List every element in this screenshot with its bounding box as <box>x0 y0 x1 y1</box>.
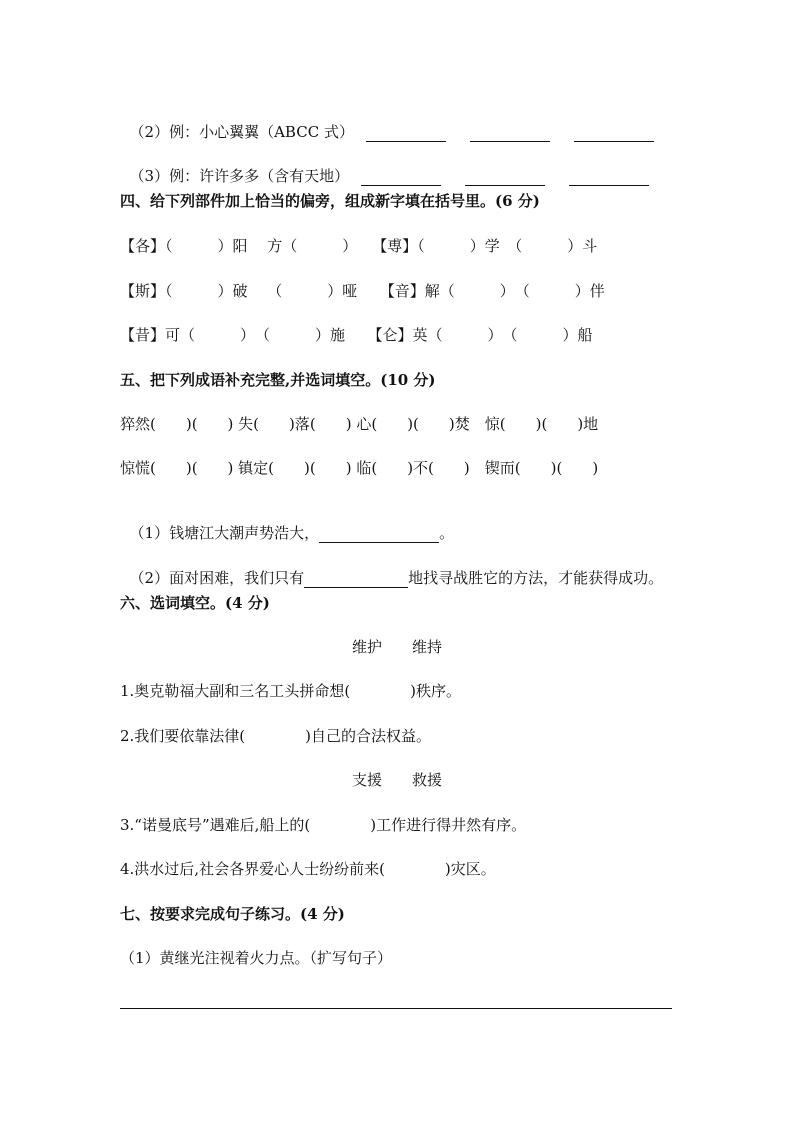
s5-heading: 五、把下列成语补充完整,并选词填空。(10 分) <box>120 371 436 389</box>
s5-q2-row <box>120 548 664 587</box>
s3-q3-blank-3[interactable] <box>569 170 649 186</box>
s3-q2-blank-3[interactable] <box>574 126 654 142</box>
s3-q3-row <box>120 146 649 185</box>
s7-q1-answer-line[interactable] <box>120 1008 672 1009</box>
s3-q2-label: （2）例：小心翼翼（ABCC 式） <box>129 123 354 141</box>
s6-q4[interactable]: 4.洪水过后,社会各界爱心人士纷纷前来( )灾区。 <box>120 860 496 878</box>
s5-q2-after: 地找寻战胜它的方法，才能获得成功。 <box>408 569 664 587</box>
s5-q1-row <box>120 503 455 542</box>
s4-row-2[interactable]: 【斯】（ ）破 （ ）哑 【音】解（ ） （ ）伴 <box>120 282 605 300</box>
s6-options-2: 支援 救援 <box>351 771 442 789</box>
s5-q2-blank[interactable] <box>304 572 408 588</box>
s4-row-1[interactable]: 【各】（ ）阳 方（ ） 【尃】（ ）学 （ ）斗 <box>120 237 598 255</box>
s6-options-1: 维护 维持 <box>351 638 442 656</box>
s5-idiom-row-1[interactable]: 猝然( )( ) 失( )落( ) 心( )( )焚 惊( )( )地 <box>120 415 599 433</box>
s6-q3[interactable]: 3.“诺曼底号”遇难后,船上的( )工作进行得井然有序。 <box>120 816 527 834</box>
s3-q2-blank-1[interactable] <box>366 126 446 142</box>
s7-heading: 七、按要求完成句子练习。(4 分) <box>120 905 345 923</box>
s6-heading: 六、选词填空。(4 分) <box>120 594 270 612</box>
s5-q2-before: （2）面对困难，我们只有 <box>129 569 305 587</box>
s7-q1: （1）黄继光注视着火力点。（扩写句子） <box>120 949 393 967</box>
s5-q1-before: （1）钱塘江大潮声势浩大， <box>129 524 320 542</box>
s6-q1[interactable]: 1.奥克勒福大副和三名工头拼命想( )秩序。 <box>120 682 462 700</box>
s3-q2-blank-2[interactable] <box>470 126 550 142</box>
s3-q2-row <box>120 102 654 141</box>
s5-q1-blank[interactable] <box>319 527 439 543</box>
s5-idiom-row-2[interactable]: 惊慌( )( ) 镇定( )( ) 临( )不( ) 锲而( )( ) <box>120 459 599 477</box>
s4-heading: 四、给下列部件加上恰当的偏旁，组成新字填在括号里。(6 分) <box>120 192 540 210</box>
s3-q3-label: （3）例：许许多多（含有天地） <box>129 167 350 185</box>
s3-q3-blank-2[interactable] <box>465 170 545 186</box>
s3-q3-blank-1[interactable] <box>361 170 441 186</box>
s6-q2[interactable]: 2.我们要依靠法律( )自己的合法权益。 <box>120 727 432 745</box>
s4-row-3[interactable]: 【昔】可（ ） （ ）施 【仑】英（ ） （ ）船 <box>120 326 593 344</box>
s5-q1-after: 。 <box>439 524 455 542</box>
